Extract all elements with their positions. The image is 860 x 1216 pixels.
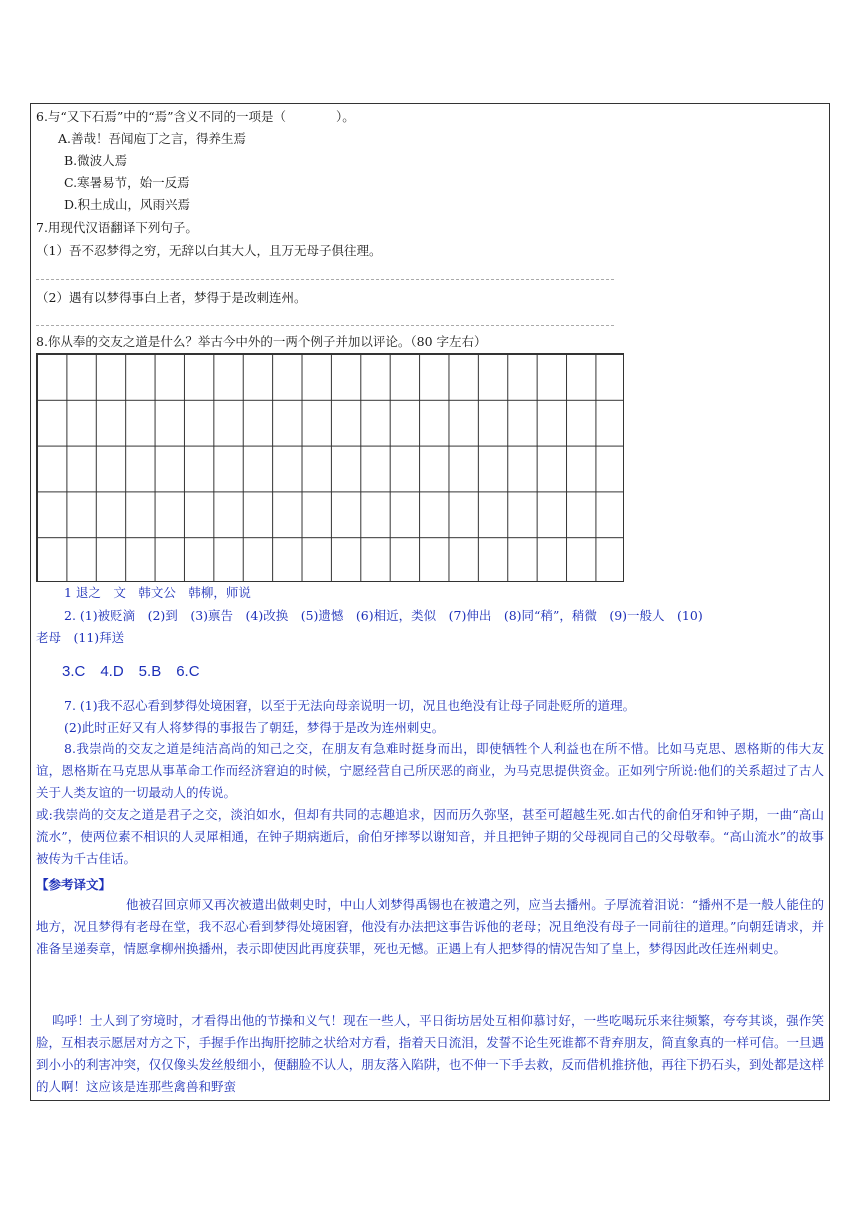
answer-3-6: 3.C 4.D 5.B 6.C bbox=[62, 663, 200, 680]
answer-1: 1 退之 文 韩文公 韩柳，师说 bbox=[64, 585, 251, 600]
answer-8: 8.我崇尚的交友之道是纯洁高尚的知己之交，在朋友有急难时挺身而出，即使牺牲个人利益也在所不惜。比如马克思、恩格斯的伟大友谊，恩格斯在马克思从事革命工作而经济窘迫的时候，宁愿经营自己所厌恶的商业，为马克思提供资金。正如列宁所说:他们的关系超过了古人关于人类友谊的一切最动人的传说。 bbox=[36, 741, 824, 800]
reference-title: 【参考译文】 bbox=[36, 877, 112, 892]
q6-option-b: B.微波人焉 bbox=[64, 153, 128, 168]
answer-7-2: (2)此时正好又有人将梦得的事报告了朝廷，梦得于是改为连州刺史。 bbox=[64, 720, 445, 735]
q6-option-c: C.寒暑易节，始一反焉 bbox=[64, 175, 190, 190]
answer-line-2 bbox=[36, 325, 614, 326]
q6-stem: 6.与“又下石焉”中的“焉”含义不同的一项是（ ）。 bbox=[36, 109, 355, 124]
reference-paragraph-2: 呜呼！士人到了穷境时，才看得出他的节操和义气！现在一些人，平日街坊居处互相仰慕讨好，一些吃喝玩乐来往频繁，夸夸其谈，强作笑脸，互相表示愿居对方之下，手握手作出掏肝挖肺之状给对方看，指着天日流泪，发誓不论生死谁都不背弃朋友，简直象真的一样可信。一旦遇到小小的利害冲突，仅仅像头发丝般细小，便翻脸不认人，朋友落入陷阱，也不伸一下手去救，反而借机推挤他，再往下扔石头，到处都是这样的人啊！这应该是连那些禽兽和野蛮 bbox=[36, 1013, 824, 1094]
q7-sentence-1: （1）吾不忍梦得之穷，无辞以白其大人，且万无母子俱往理。 bbox=[36, 243, 382, 258]
answer-line-1 bbox=[36, 279, 614, 280]
q7-stem: 7.用现代汉语翻译下列句子。 bbox=[36, 220, 198, 235]
reference-paragraph-1: 他被召回京师又再次被遣出做刺史时，中山人刘梦得禹锡也在被遣之列，应当去播州。子厚流着泪说：“播州不是一般人能住的地方，况且梦得有老母在堂，我不忍心看到梦得处境困窘，他没有办法把这事告诉他的老母；况且绝没有母子一同前往的道理。”向朝廷请求，并准备呈递奏章，情愿拿柳州换播州，表示即使因此再度获罪，死也无憾。正遇上有人把梦得的情况告知了皇上，梦得因此改任连州刺史。 bbox=[36, 897, 824, 956]
q7-sentence-2: （2）遇有以梦得事白上者，梦得于是改刺连州。 bbox=[36, 290, 307, 305]
q6-option-d: D.积土成山，风雨兴焉 bbox=[64, 197, 191, 212]
answer-7-1: 7. (1)我不忍心看到梦得处境困窘，以至于无法向母亲说明一切，况且也绝没有让母子同赴贬所的道理。 bbox=[64, 698, 636, 713]
writing-grid bbox=[36, 353, 624, 582]
q8-stem: 8.你从奉的交友之道是什么？举古今中外的一两个例子并加以评论。（80 字左右） bbox=[36, 334, 487, 349]
answer-2-line-1: 2. (1)被贬滴 (2)到 (3)禀告 (4)改换 (5)遗憾 (6)相近，类似 (7)伸出 (8)同“稍”，稍微 (9)一般人 (10) bbox=[64, 608, 703, 623]
answer-2-line-2: 老母 (11)拜送 bbox=[36, 630, 125, 645]
answer-8-alt: 或:我崇尚的交友之道是君子之交，淡泊如水，但却有共同的志趣追求，因而历久弥坚，甚至可超越生死.如古代的俞伯牙和钟子期，一曲“高山流水”，使两位素不相识的人灵犀相通，在钟子期病逝后，俞伯牙摔琴以谢知音，并且把钟子期的父母视同自己的父母敬奉。“高山流水”的故事被传为千古佳话。 bbox=[36, 807, 824, 866]
q6-option-a: A.善哉！吾闻庖丁之言，得养生焉 bbox=[58, 131, 247, 146]
